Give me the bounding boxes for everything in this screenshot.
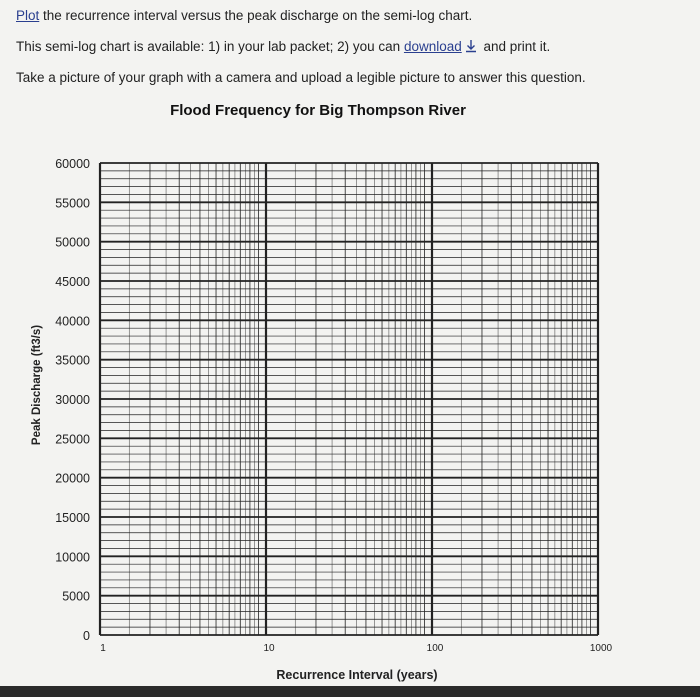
chart-title: Flood Frequency for Big Thompson River: [170, 102, 466, 119]
y-axis-label: Peak Discharge (ft3/s): [31, 324, 43, 446]
x-tick-label: 100: [426, 643, 444, 654]
y-tick-labels: [55, 157, 90, 643]
download-link[interactable]: download: [403, 39, 462, 54]
x-tick-labels: [100, 643, 612, 654]
bottom-edge: [0, 686, 700, 697]
y-tick-label: 5000: [62, 589, 90, 604]
y-tick-label: 10000: [55, 550, 90, 565]
y-tick-label: 25000: [55, 432, 90, 447]
y-tick-label: 55000: [55, 196, 90, 211]
y-tick-label: 60000: [55, 157, 90, 171]
y-tick-label: 50000: [55, 235, 90, 250]
y-tick-label: 15000: [55, 511, 90, 525]
y-tick-label: 20000: [55, 471, 90, 486]
instruction-line-2-post: and print it.: [479, 39, 551, 54]
y-tick-label: 0: [83, 629, 90, 643]
chart-grid: [100, 163, 598, 635]
x-tick-label: 1000: [589, 643, 613, 654]
y-tick-label: 40000: [55, 314, 90, 329]
instruction-line-2-pre: This semi-log chart is available: 1) in your lab packet; 2) you can: [16, 39, 404, 54]
instruction-line-1-text: the recurrence interval versus the peak discharge on the semi-log chart.: [39, 8, 473, 23]
y-tick-label: 45000: [55, 275, 90, 289]
x-axis-label: Recurrence Interval (years): [276, 668, 438, 682]
x-tick-label: 10: [263, 643, 275, 654]
plot-link[interactable]: Plot: [16, 8, 40, 23]
y-tick-label: 30000: [55, 393, 90, 407]
instruction-line-3: Take a picture of your graph with a camera and upload a legible picture to answer this question.: [16, 70, 586, 85]
x-tick-label: 1: [100, 643, 106, 654]
y-tick-label: 35000: [55, 353, 90, 368]
